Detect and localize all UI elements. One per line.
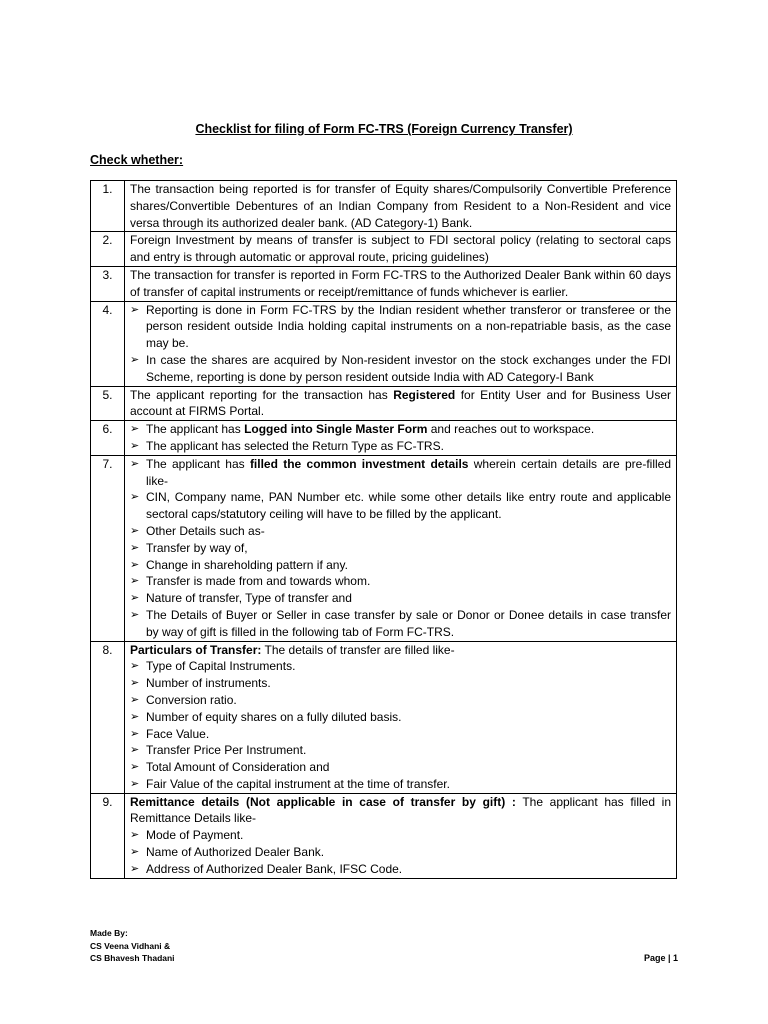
row-number: 1. [91,181,125,232]
arrow-bullet-icon: ➢ [130,727,140,740]
row-lead: Remittance details (Not applicable in case of transfer by gift) : The applicant has filled in Remittance Details like- [130,794,671,826]
list-item: ➢ The applicant has selected the Return Type as FC-TRS. [130,438,444,453]
row-number: 2. [91,232,125,267]
row-number: 9. [91,793,125,878]
checklist-table [90,180,677,879]
row-number: 6. [91,421,125,456]
table-row [91,641,677,793]
list-item: ➢ Transfer is made from and towards whom. [130,574,371,589]
row-number: 8. [91,641,125,793]
arrow-bullet-icon: ➢ [130,457,140,470]
arrow-bullet-icon: ➢ [130,524,140,537]
table-row [91,232,677,267]
row-content [125,455,677,641]
arrow-bullet-icon: ➢ [130,575,140,588]
arrow-bullet-icon: ➢ [130,862,140,875]
list-item: ➢ Transfer Price Per Instrument. [130,743,307,758]
arrow-bullet-icon: ➢ [130,777,140,790]
arrow-bullet-icon: ➢ [130,592,140,605]
arrow-bullet-icon: ➢ [130,744,140,757]
list-item: ➢ Address of Authorized Dealer Bank, IFSC Code. [130,861,403,876]
arrow-bullet-icon: ➢ [130,710,140,723]
list-item: ➢ Other Details such as- [130,523,265,538]
table-row [91,455,677,641]
check-whether-heading: Check whether: [90,153,184,167]
arrow-bullet-icon: ➢ [130,660,140,673]
list-item: ➢ Name of Authorized Dealer Bank. [130,845,325,860]
list-item: ➢ The applicant has Logged into Single Master Form and reaches out to workspace. [130,422,595,437]
arrow-bullet-icon: ➢ [130,761,140,774]
list-item: ➢ Transfer by way of, [130,540,248,555]
arrow-bullet-icon: ➢ [130,541,140,554]
row-text: The transaction being reported is for transfer of Equity shares/Compulsorily Convertible Preference shares/Convertible Debentures of an Indian Company from Resident to a Non-Resident and vice versa through its authorized dealer bank. (AD Category-1) Bank. [125,181,677,232]
page-number: Page | 1 [643,953,678,963]
table-row [91,421,677,456]
table-row [91,301,677,386]
row-number: 4. [91,301,125,386]
arrow-bullet-icon: ➢ [130,558,140,571]
table-row [91,386,677,421]
list-item: ➢ CIN, Company name, PAN Number etc. while some other details like entry route and applicable sectoral caps/statutory ceiling will have to be filled by the applicant. [130,490,671,522]
row-number: 5. [91,386,125,421]
row-number: 3. [91,266,125,301]
row-number: 7. [91,455,125,641]
list-item: ➢ Number of instruments. [130,676,271,691]
list-item: ➢ Change in shareholding pattern if any. [130,557,348,572]
list-item: ➢ Conversion ratio. [130,692,237,707]
table-row [91,266,677,301]
list-item: ➢ Number of equity shares on a fully diluted basis. [130,709,402,724]
author-name: CS Bhavesh Thadani [90,953,175,963]
arrow-bullet-icon: ➢ [130,491,140,504]
row-content [125,421,677,456]
arrow-bullet-icon: ➢ [130,439,140,452]
arrow-bullet-icon: ➢ [130,846,140,859]
row-text: The applicant reporting for the transaction has Registered for Entity User and for Business User account at FIRMS Portal. [125,386,677,421]
table-row [91,793,677,878]
row-content [125,641,677,793]
list-item: ➢ The Details of Buyer or Seller in case transfer by sale or Donor or Donee details in case transfer by way of gift is filled in the following tab of Form FC-TRS. [130,607,671,639]
table-row [91,181,677,232]
list-item: ➢ Face Value. [130,726,210,741]
arrow-bullet-icon: ➢ [130,303,140,316]
arrow-bullet-icon: ➢ [130,677,140,690]
made-by-label: Made By: [90,928,128,938]
arrow-bullet-icon: ➢ [130,829,140,842]
author-name: CS Veena Vidhani & [90,940,171,951]
list-item: ➢ The applicant has filled the common investment details wherein certain details are pre-filled like- [130,456,672,488]
footer-authors [90,927,175,965]
arrow-bullet-icon: ➢ [130,423,140,436]
list-item: ➢ Nature of transfer, Type of transfer and [130,591,352,606]
arrow-bullet-icon: ➢ [130,353,140,366]
arrow-bullet-icon: ➢ [130,608,140,621]
row-text: The transaction for transfer is reported in Form FC-TRS to the Authorized Dealer Bank within 60 days of transfer of capital instruments or receipt/remittance of funds whichever is earlier. [125,266,677,301]
list-item: ➢ Mode of Payment. [130,828,244,843]
document-title: Checklist for filing of Form FC-TRS (Foreign Currency Transfer) [195,122,573,136]
row-lead: Particulars of Transfer: The details of transfer are filled like- [130,642,455,657]
row-content [125,301,677,386]
list-item: ➢ Type of Capital Instruments. [130,659,296,674]
list-item: ➢ Fair Value of the capital instrument at the time of transfer. [130,776,450,791]
row-text: Foreign Investment by means of transfer is subject to FDI sectoral policy (relating to sectoral caps and entry is through automatic or approval route, pricing guidelines) [125,232,677,267]
row-content [125,793,677,878]
list-item: ➢ Total Amount of Consideration and [130,760,330,775]
list-item: ➢ In case the shares are acquired by Non-resident investor on the stock exchanges under the FDI Scheme, reporting is done by person resident outside India with AD Category-I Bank [130,352,671,384]
arrow-bullet-icon: ➢ [130,693,140,706]
list-item: ➢ Reporting is done in Form FC-TRS by the Indian resident whether transferor or transferee or the person resident outside India holding capital instruments on a non-repatriable basis, as the case may be. [130,302,671,351]
